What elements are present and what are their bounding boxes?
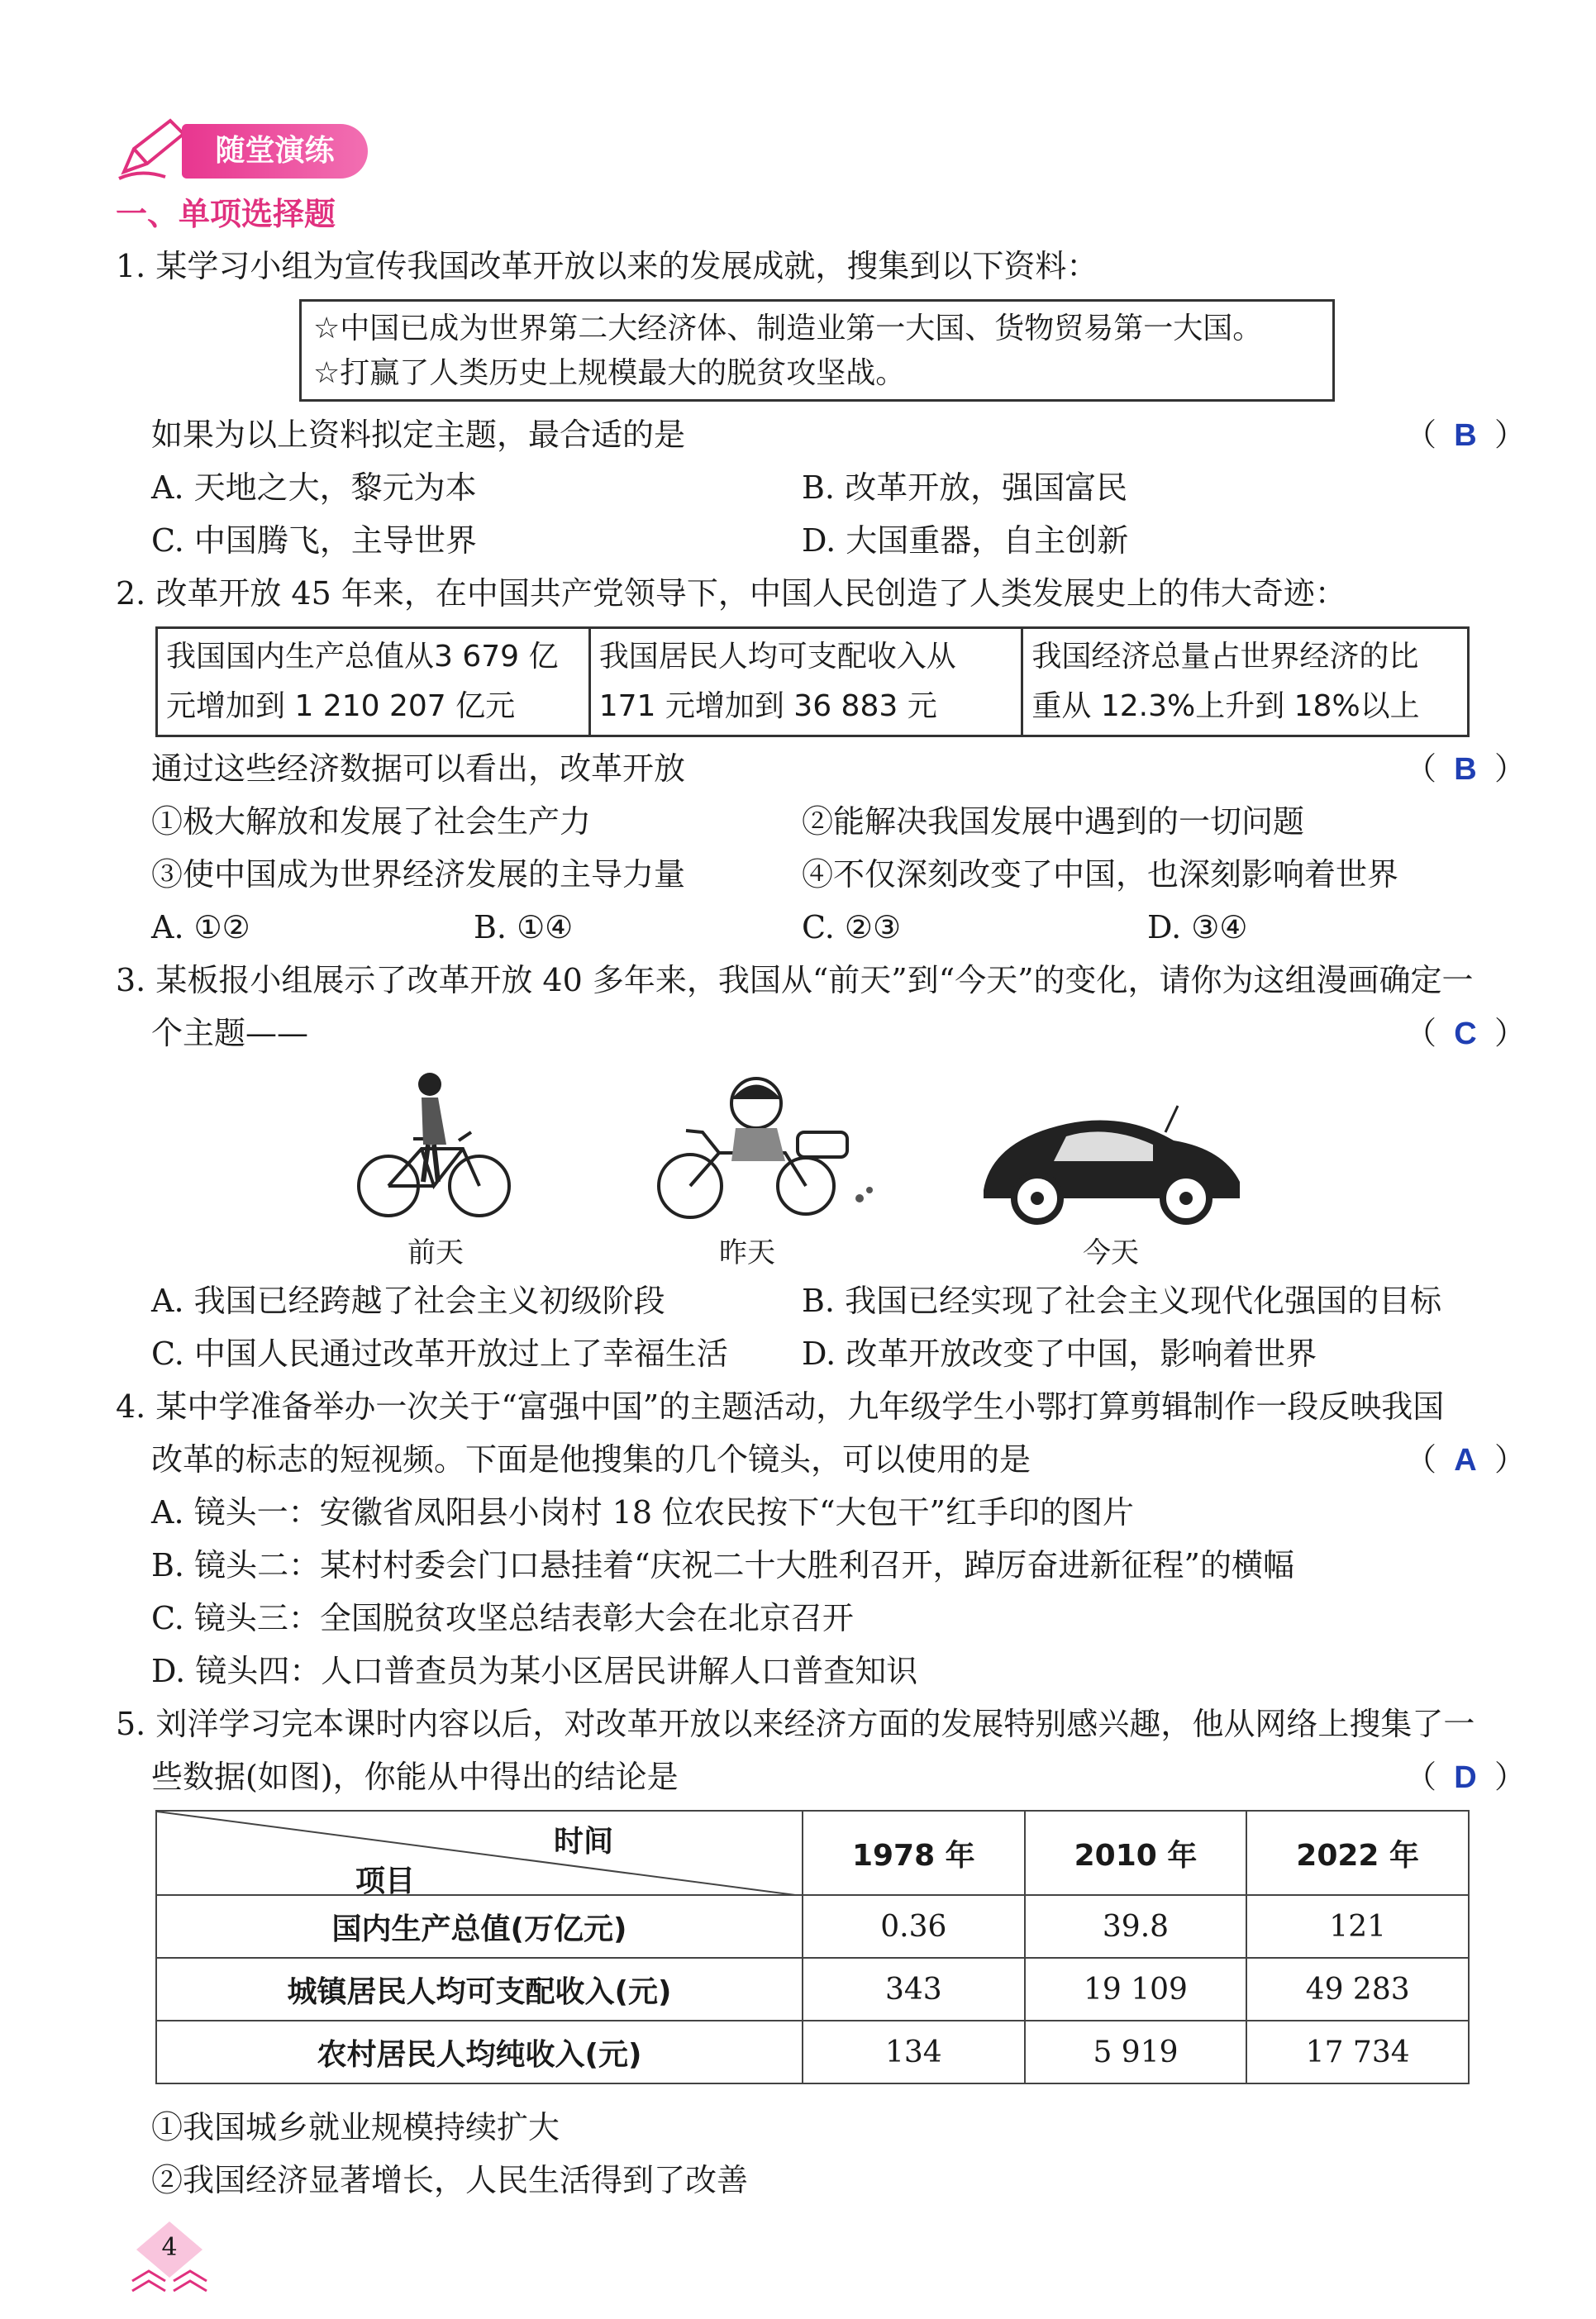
q2-option-d: D. ③④ — [1147, 909, 1248, 945]
q2-cell — [157, 628, 590, 736]
q2-answer: （ B ） — [1405, 749, 1526, 789]
q3-stem: 3. 某板报小组展示了改革开放 40 多年来，我国从“前天”到“今天”的变化，请你为这组漫画确定一 — [116, 962, 1474, 998]
q3-option-c: C. 中国人民通过改革开放过上了幸福生活 — [151, 1336, 728, 1372]
q1-box-line: ☆打赢了人类历史上规模最大的脱贫攻坚战。 — [313, 356, 906, 390]
table-corner-cell — [156, 1811, 803, 1898]
q2-cell-line: 我国经济总量占世界经济的比 — [1031, 640, 1419, 674]
answer-letter: D — [1454, 1760, 1477, 1795]
q4-option-a: A. 镜头一：安徽省凤阳县小岗村 18 位农民按下“大包干”红手印的图片 — [151, 1494, 1134, 1531]
q2-cell-line: 我国居民人均可支配收入从 — [598, 640, 956, 674]
q3-answer: （ C ） — [1405, 1013, 1526, 1054]
q1-option-c: C. 中国腾飞，主导世界 — [151, 522, 477, 559]
q2-option-c: C. ②③ — [802, 909, 902, 945]
corner-item-label: 项目 — [355, 1864, 416, 1898]
q4-stem-cont: 改革的标志的短视频。下面是他搜集的几个镜头，可以使用的是 — [151, 1441, 1031, 1478]
section-tag: 随堂演练 — [182, 124, 368, 179]
q2-cell-line: 171 元增加到 36 883 元 — [598, 689, 937, 723]
q1-material-box — [299, 299, 1335, 402]
q2-cell-line: 我国国内生产总值从3 679 亿 — [166, 640, 559, 674]
q1-answer: （ B ） — [1405, 415, 1526, 455]
year-header: 2022 年 — [1246, 1811, 1469, 1895]
q3-option-b: B. 我国已经实现了社会主义现代化强国的目标 — [802, 1283, 1442, 1319]
q4-stem: 4. 某中学准备举办一次关于“富强中国”的主题活动，九年级学生小鄂打算剪辑制作一段反映我国 — [116, 1388, 1445, 1425]
table-cell: 134 — [803, 2021, 1025, 2083]
q2-statement: ③使中国成为世界经济发展的主导力量 — [151, 856, 686, 893]
q1-question: 如果为以上资料拟定主题，最合适的是 — [151, 417, 686, 453]
q2-cell-line: 重从 12.3%上升到 18%以上 — [1031, 689, 1420, 723]
q1-option-a: A. 天地之大，黎元为本 — [151, 469, 477, 506]
q2-statement: ④不仅深刻改变了中国，也深刻影响着世界 — [802, 856, 1399, 893]
caption-today: 今天 — [1083, 1236, 1139, 1269]
corner-time-label: 时间 — [554, 1825, 614, 1859]
table-cell: 5 919 — [1025, 2021, 1247, 2083]
table-cell: 19 109 — [1025, 1958, 1247, 2021]
q3-option-a: A. 我国已经跨越了社会主义初级阶段 — [151, 1283, 665, 1319]
table-row — [156, 1958, 1469, 2021]
year-header: 1978 年 — [803, 1811, 1025, 1895]
q2-statement: ①极大解放和发展了社会生产力 — [151, 803, 592, 840]
q3-stem-cont: 个主题—— — [151, 1015, 309, 1051]
q5-stem: 5. 刘洋学习完本课时内容以后，对改革开放以来经济方面的发展特别感兴趣，他从网络上搜集了一 — [116, 1706, 1475, 1742]
q2-option-a: A. ①② — [151, 909, 250, 945]
row-label: 国内生产总值(万亿元) — [156, 1895, 803, 1958]
caption-day-before: 前天 — [407, 1236, 464, 1269]
q2-cell — [589, 628, 1022, 736]
q2-stem: 2. 改革开放 45 年来，在中国共产党领导下，中国人民创造了人类发展史上的伟大奇迹： — [116, 575, 1346, 612]
table-cell: 39.8 — [1025, 1895, 1247, 1958]
q2-option-b: B. ①④ — [474, 909, 574, 945]
corner-diagonal — [157, 1812, 802, 1896]
section-title: 一、单项选择题 — [116, 196, 336, 232]
q5-statement: ②我国经济显著增长，人民生活得到了改善 — [151, 2162, 749, 2198]
q5-stats-table — [155, 1810, 1470, 2084]
q5-statement: ①我国城乡就业规模持续扩大 — [151, 2109, 560, 2145]
q4-answer: （ A ） — [1405, 1440, 1526, 1480]
table-row — [156, 1895, 1469, 1958]
car-icon — [975, 1099, 1248, 1231]
q2-cell-line: 元增加到 1 210 207 亿元 — [166, 689, 516, 723]
q2-cell — [1022, 628, 1469, 736]
q1-option-d: D. 大国重器，自主创新 — [802, 522, 1129, 559]
table-cell: 121 — [1246, 1895, 1469, 1958]
q2-question: 通过这些经济数据可以看出，改革开放 — [151, 750, 686, 787]
table-cell: 343 — [803, 1958, 1025, 2021]
table-cell: 0.36 — [803, 1895, 1025, 1958]
q1-box-line: ☆中国已成为世界第二大经济体、制造业第一大国、货物贸易第一大国。 — [313, 312, 1263, 345]
pencil-icon — [116, 116, 190, 182]
page-number: 4 — [161, 2233, 178, 2262]
q4-option-d: D. 镜头四：人口普查员为某小区居民讲解人口普查知识 — [151, 1653, 918, 1689]
q4-option-b: B. 镜头二：某村村委会门口悬挂着“庆祝二十大胜利召开，踔厉奋进新征程”的横幅 — [151, 1547, 1294, 1583]
q2-data-table — [155, 626, 1470, 737]
answer-letter: A — [1454, 1443, 1477, 1478]
row-label: 城镇居民人均可支配收入(元) — [156, 1958, 803, 2021]
answer-letter: B — [1454, 752, 1477, 787]
answer-letter: B — [1454, 418, 1477, 453]
q3-option-d: D. 改革开放改变了中国，影响着世界 — [802, 1336, 1317, 1372]
q1-stem: 1. 某学习小组为宣传我国改革开放以来的发展成就，搜集到以下资料： — [116, 248, 1098, 284]
motorcycle-icon — [653, 1066, 876, 1223]
bicycle-icon — [355, 1066, 512, 1223]
q1-option-b: B. 改革开放，强国富民 — [802, 469, 1128, 506]
q2-statement: ②能解决我国发展中遇到的一切问题 — [802, 803, 1305, 840]
q5-answer: （ D ） — [1405, 1757, 1526, 1798]
table-cell: 17 734 — [1246, 2021, 1469, 2083]
year-header: 2010 年 — [1025, 1811, 1247, 1895]
caption-yesterday: 昨天 — [719, 1236, 775, 1269]
q4-option-c: C. 镜头三：全国脱贫攻坚总结表彰大会在北京召开 — [151, 1600, 854, 1636]
table-row — [156, 2021, 1469, 2083]
q5-stem-cont: 些数据(如图)，你能从中得出的结论是 — [151, 1759, 679, 1795]
answer-letter: C — [1454, 1017, 1477, 1051]
row-label: 农村居民人均纯收入(元) — [156, 2021, 803, 2083]
table-cell: 49 283 — [1246, 1958, 1469, 2021]
